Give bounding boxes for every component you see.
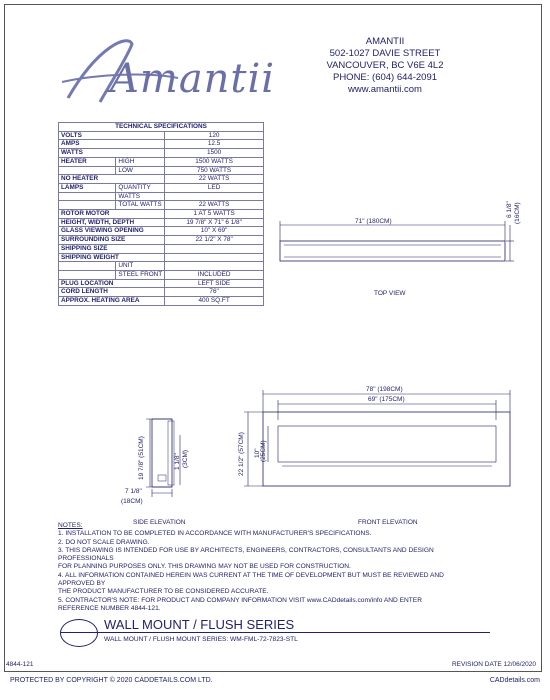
- top-depth-dimension-cm: (16CM): [514, 202, 521, 224]
- spec-value: LED: [165, 183, 264, 192]
- company-website: www.amantii.com: [348, 84, 422, 95]
- spec-label: HEIGHT, WIDTH, DEPTH: [59, 218, 165, 227]
- spec-value: 1500: [165, 149, 264, 158]
- company-street: 502-1027 DAVIE STREET: [329, 48, 441, 59]
- drawing-subtitle: WALL MOUNT / FLUSH MOUNT SERIES: WM-FML-72-7823-STL: [104, 636, 298, 643]
- spec-header: TECHNICAL SPECIFICATIONS: [59, 123, 264, 132]
- spec-label: PLUG LOCATION: [59, 279, 165, 288]
- spec-value: INCLUDED: [165, 270, 264, 279]
- spec-label: SHIPPING WEIGHT: [59, 253, 165, 262]
- table-row: [59, 192, 264, 201]
- table-row: [59, 140, 264, 149]
- spec-sublabel: STEEL FRONT: [116, 270, 165, 279]
- spec-sublabel: TOTAL WATTS: [116, 201, 165, 210]
- spec-sublabel: LOW: [116, 166, 165, 175]
- front-inner-width-dimension: 69" (175CM): [368, 396, 405, 403]
- spec-sublabel: UNIT: [116, 262, 165, 271]
- table-row: [59, 149, 264, 158]
- note-line: 5. CONTRACTOR'S NOTE: FOR PRODUCT AND COMPANY INFORMATION VISIT www.CADdetails.com/info AND ENTER: [58, 596, 422, 604]
- front-elevation-caption: FRONT ELEVATION: [358, 519, 418, 526]
- note-line: 4. ALL INFORMATION CONTAINED HEREIN WAS CURRENT AT THE TIME OF DEVELOPMENT BUT MUST BE REVIEWED AND APPROVED BY: [58, 571, 444, 588]
- table-row: [59, 270, 264, 279]
- spec-value: [165, 244, 264, 253]
- top-depth-dimension: 6 1/8": [506, 201, 513, 218]
- front-height-dimension: 22 1/2" (57CM): [238, 432, 245, 476]
- spec-sublabel: QUANTITY: [116, 183, 165, 192]
- side-offset-dimension-cm: (3CM): [182, 449, 189, 468]
- spec-value: [165, 262, 264, 271]
- spec-label: NO HEATER: [59, 175, 165, 184]
- revision-date: REVISION DATE 12/06/2020: [451, 661, 536, 668]
- table-row: [59, 279, 264, 288]
- table-row: [59, 131, 264, 140]
- table-row: [59, 218, 264, 227]
- table-row: [59, 123, 264, 132]
- table-row: [59, 297, 264, 306]
- company-address: [300, 36, 470, 96]
- spec-label: SHIPPING SIZE: [59, 244, 165, 253]
- front-glass-height-dimension: 10": [254, 448, 261, 458]
- table-row: [59, 201, 264, 210]
- notes-title: NOTES:: [58, 522, 83, 529]
- side-offset-dimension: 1 1/8": [174, 453, 181, 470]
- spec-value: 22 1/2" X 78": [165, 236, 264, 245]
- spec-value: 19 7/8" X 71" 6 1/8": [165, 218, 264, 227]
- side-elevation-caption: SIDE ELEVATION: [133, 519, 186, 526]
- drawing-title: WALL MOUNT / FLUSH SERIES: [104, 617, 295, 632]
- spec-value: 1 AT 5 WATTS: [165, 210, 264, 219]
- spec-label: GLASS VIEWING OPENING: [59, 227, 165, 236]
- notes-section: [58, 522, 478, 613]
- spec-label: WATTS: [59, 149, 165, 158]
- spec-label: ROTOR MOTOR: [59, 210, 165, 219]
- note-line: 1. INSTALLATION TO BE COMPLETED IN ACCORDANCE WITH MANUFACTURER'S SPECIFICATIONS.: [58, 530, 372, 538]
- top-width-dimension: 71" (180CM): [355, 218, 392, 225]
- side-depth-dimension: 7 1/8": [125, 488, 142, 495]
- spec-label: AMPS: [59, 140, 165, 149]
- top-view-caption: TOP VIEW: [374, 290, 406, 297]
- spec-label: SURROUNDING SIZE: [59, 236, 165, 245]
- spec-label: CORD LENGTH: [59, 288, 165, 297]
- table-row: [59, 236, 264, 245]
- note-line: 3. THIS DRAWING IS INTENDED FOR USE BY ARCHITECTS, ENGINEERS, CONTRACTORS, CONSULTANTS AND DESIGN PROFESSIONALS: [58, 546, 434, 563]
- table-row: [59, 244, 264, 253]
- spec-label: VOLTS: [59, 131, 165, 140]
- note-line: THE PRODUCT MANUFACTURER TO BE CONSIDERED ACCURATE.: [58, 588, 269, 596]
- logo-wordmark: Amantii: [110, 56, 276, 102]
- amantii-logo: [58, 36, 276, 116]
- spec-label: LAMPS: [59, 183, 116, 192]
- side-depth-dimension-cm: (18CM): [121, 498, 143, 505]
- spec-value: 1500 WATTS: [165, 157, 264, 166]
- caddetails-link[interactable]: CADdetails.com: [489, 677, 540, 684]
- note-line: REFERENCE NUMBER 4844-121.: [58, 604, 161, 612]
- title-block-circle: [60, 619, 98, 647]
- note-line: FOR PLANNING PURPOSES ONLY. THIS DRAWING MAY NOT BE USED FOR CONSTRUCTION.: [58, 563, 351, 571]
- front-outer-width-dimension: 78" (198CM): [366, 386, 403, 393]
- spec-value: 400 SQ.FT: [165, 297, 264, 306]
- table-row: [59, 288, 264, 297]
- copyright-bar: [0, 674, 550, 700]
- table-row: [59, 175, 264, 184]
- note-line: 2. DO NOT SCALE DRAWING.: [58, 538, 150, 546]
- spec-value: 22 WATTS: [165, 201, 264, 210]
- spec-value: 22 WATTS: [165, 175, 264, 184]
- title-block-divider: [60, 632, 490, 633]
- table-row: [59, 157, 264, 166]
- spec-value: 12.5: [165, 140, 264, 149]
- spec-value: 10" X 69": [165, 227, 264, 236]
- reference-number: 4844-121: [6, 661, 34, 668]
- table-row: [59, 210, 264, 219]
- front-glass-height-dimension-cm: (25CM): [260, 440, 267, 462]
- spec-value: 120: [165, 131, 264, 140]
- spec-label: HEATER: [59, 157, 116, 166]
- spec-label: APPROX. HEATING AREA: [59, 297, 165, 306]
- spec-value: LEFT SIDE: [165, 279, 264, 288]
- table-row: [59, 227, 264, 236]
- table-row: [59, 262, 264, 271]
- spec-value: 76": [165, 288, 264, 297]
- spec-sublabel: HIGH: [116, 157, 165, 166]
- side-height-dimension: 19 7/8" (51CM): [138, 436, 145, 480]
- table-row: [59, 253, 264, 262]
- company-name: AMANTII: [365, 36, 405, 47]
- tech-spec-table: [58, 122, 264, 306]
- table-row: [59, 183, 264, 192]
- spec-value: 750 WATTS: [165, 166, 264, 175]
- copyright-text: PROTECTED BY COPYRIGHT © 2020 CADDETAILS.COM LTD.: [10, 677, 213, 684]
- spec-sublabel: WATTS: [116, 192, 165, 201]
- company-city: VANCOUVER, BC V6E 4L2: [326, 60, 444, 71]
- table-row: [59, 166, 264, 175]
- company-phone: PHONE: (604) 644-2091: [332, 72, 438, 83]
